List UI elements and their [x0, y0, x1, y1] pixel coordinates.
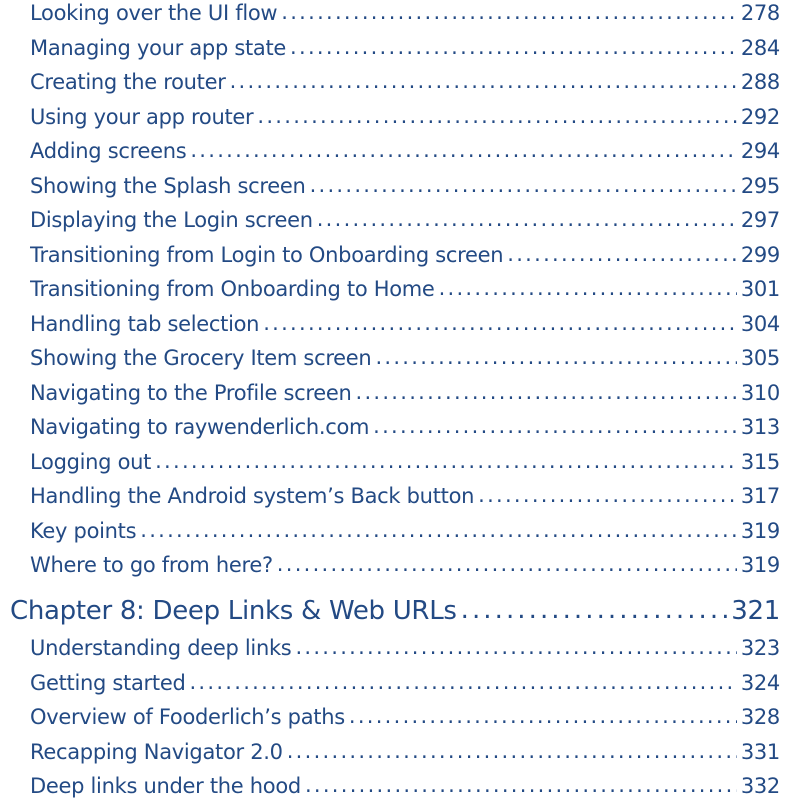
dot-leader	[287, 740, 737, 763]
toc-entry[interactable]	[30, 705, 780, 729]
toc-entry-title: Where to go from here?	[30, 553, 273, 577]
dot-leader	[375, 346, 736, 369]
toc-entry[interactable]	[30, 243, 780, 267]
dot-leader	[295, 636, 736, 659]
toc-entry-title: Getting started	[30, 671, 186, 695]
toc-entry-page: 331	[740, 740, 780, 764]
toc-entry[interactable]	[30, 70, 780, 94]
toc-entry-page: 324	[740, 671, 780, 695]
toc-entry-page: 305	[740, 346, 780, 370]
dot-leader	[155, 450, 737, 473]
toc-entry-title: Overview of Fooderlich’s paths	[30, 705, 345, 729]
dot-leader	[189, 671, 736, 694]
toc-chapter-heading[interactable]	[10, 596, 780, 626]
toc-entry-title: Deep links under the hood	[30, 774, 301, 798]
toc-entry[interactable]	[30, 415, 780, 439]
dot-leader	[478, 484, 737, 507]
toc-entry[interactable]	[30, 139, 780, 163]
toc-entry-page: 297	[740, 208, 780, 232]
toc-entry[interactable]	[30, 519, 780, 543]
toc-entry-title: Key points	[30, 519, 137, 543]
toc-entry[interactable]	[30, 346, 780, 370]
dot-leader	[356, 381, 737, 404]
dot-leader	[317, 208, 737, 231]
toc-entry-title: Showing the Grocery Item screen	[30, 346, 372, 370]
dot-leader	[290, 36, 737, 59]
toc-entry[interactable]	[30, 553, 780, 577]
toc-entry-title: Logging out	[30, 450, 152, 474]
dot-leader	[230, 70, 737, 93]
toc-entry[interactable]	[30, 36, 780, 60]
dot-leader	[373, 415, 737, 438]
toc-entry[interactable]	[30, 636, 780, 660]
toc-entry-title: Using your app router	[30, 105, 254, 129]
toc-entry-page: 317	[740, 484, 780, 508]
dot-leader	[439, 277, 737, 300]
toc-entry-page: 288	[740, 70, 780, 94]
chapter-title: Chapter 8: Deep Links & Web URLs	[10, 596, 457, 626]
toc-entry-page: 292	[740, 105, 780, 129]
toc-entry-page: 294	[740, 139, 780, 163]
toc-entry[interactable]	[30, 774, 780, 798]
toc-entry-page: 304	[740, 312, 780, 336]
dot-leader	[277, 553, 737, 576]
toc-entry-page: 315	[740, 450, 780, 474]
toc-entry-page: 319	[740, 553, 780, 577]
dot-leader	[190, 139, 736, 162]
toc-entry-page: 295	[740, 174, 780, 198]
dot-leader	[140, 519, 737, 542]
toc-entry-page: 284	[740, 36, 780, 60]
toc-entry-title: Transitioning from Onboarding to Home	[30, 277, 435, 301]
toc-entry[interactable]	[30, 105, 780, 129]
toc-entry-title: Understanding deep links	[30, 636, 292, 660]
toc-entry-title: Showing the Splash screen	[30, 174, 306, 198]
dot-leader	[281, 1, 737, 24]
toc-entry-page: 299	[740, 243, 780, 267]
toc-entry-page: 301	[740, 277, 780, 301]
dot-leader	[305, 774, 737, 797]
toc-entry[interactable]	[30, 208, 780, 232]
toc-entry-page: 310	[740, 381, 780, 405]
toc-entry[interactable]	[30, 1, 780, 25]
toc-entry[interactable]	[30, 450, 780, 474]
toc-entry[interactable]	[30, 740, 780, 764]
toc-entry-page: 313	[740, 415, 780, 439]
toc-entry-page: 278	[740, 1, 780, 25]
toc-entry-title: Recapping Navigator 2.0	[30, 740, 283, 764]
toc-entry-page: 332	[740, 774, 780, 798]
toc-entry-title: Managing your app state	[30, 36, 287, 60]
toc-entry-page: 328	[740, 705, 780, 729]
toc-entry-title: Handling the Android system’s Back button	[30, 484, 475, 508]
toc-entry[interactable]	[30, 174, 780, 198]
dot-leader	[349, 705, 737, 728]
toc-entry[interactable]	[30, 381, 780, 405]
toc-entry[interactable]	[30, 484, 780, 508]
toc-entry[interactable]	[30, 671, 780, 695]
dot-leader	[507, 243, 737, 266]
toc-entry-title: Navigating to raywenderlich.com	[30, 415, 370, 439]
dot-leader	[257, 105, 736, 128]
toc-entry-title: Displaying the Login screen	[30, 208, 313, 232]
toc-entry-title: Creating the router	[30, 70, 226, 94]
toc-entry[interactable]	[30, 277, 780, 301]
toc-entry-title: Looking over the UI flow	[30, 1, 278, 25]
toc-entry-page: 319	[740, 519, 780, 543]
toc-entry-title: Adding screens	[30, 139, 187, 163]
toc-entry-title: Handling tab selection	[30, 312, 260, 336]
toc-entry[interactable]	[30, 312, 780, 336]
toc-entry-title: Navigating to the Profile screen	[30, 381, 352, 405]
dot-leader	[310, 174, 737, 197]
toc-entry-page: 323	[740, 636, 780, 660]
toc-entry-title: Transitioning from Login to Onboarding screen	[30, 243, 504, 267]
dot-leader	[263, 312, 737, 335]
dot-leader	[461, 596, 728, 625]
chapter-page: 321	[731, 596, 780, 626]
